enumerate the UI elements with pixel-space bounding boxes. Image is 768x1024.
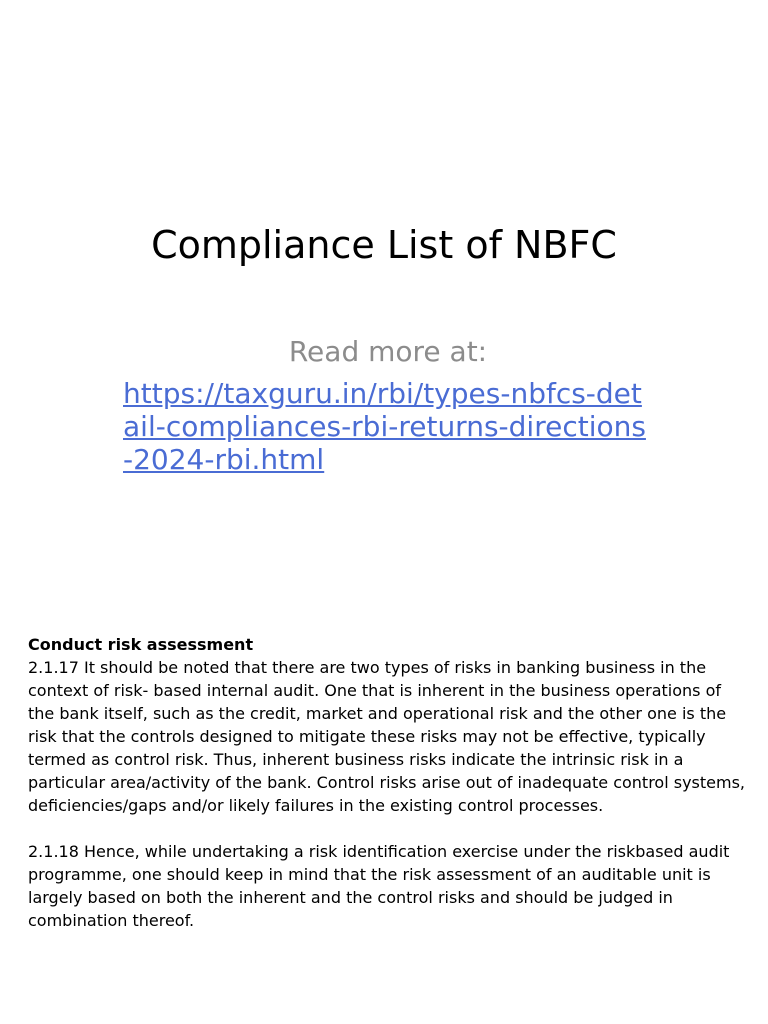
section-heading: Conduct risk assessment [28, 635, 254, 654]
read-more-label: Read more at: [288, 335, 488, 368]
source-link[interactable]: https://taxguru.in/rbi/types-nbfcs-detail-compliances-rbi-returns-directions-2024-rbi.html [123, 377, 646, 476]
paragraph-2-1-17: 2.1.17 It should be noted that there are two types of risks in banking business in the context of risk- based internal audit. One that is inherent in the business operations of the bank itself, such as the credit, market and operational risk and the other one is the risk that the controls designed to mitigate these risks may not be effective, typically termed as control risk. Thus, inherent business risks indicate the intrinsic risk in a particular area/activity of the bank. Control risks arise out of inadequate control systems, deficiencies/gaps and/or likely failures in the existing control processes. [28, 658, 745, 815]
paragraph-2-1-18: 2.1.18 Hence, while undertaking a risk identification exercise under the riskbased audit programme, one should keep in mind that the risk assessment of an auditable unit is largely based on both the inherent and the control risks and should be judged in combination thereof. [28, 842, 730, 930]
text-section [28, 633, 748, 932]
slide-title: Compliance List of NBFC [151, 223, 617, 267]
